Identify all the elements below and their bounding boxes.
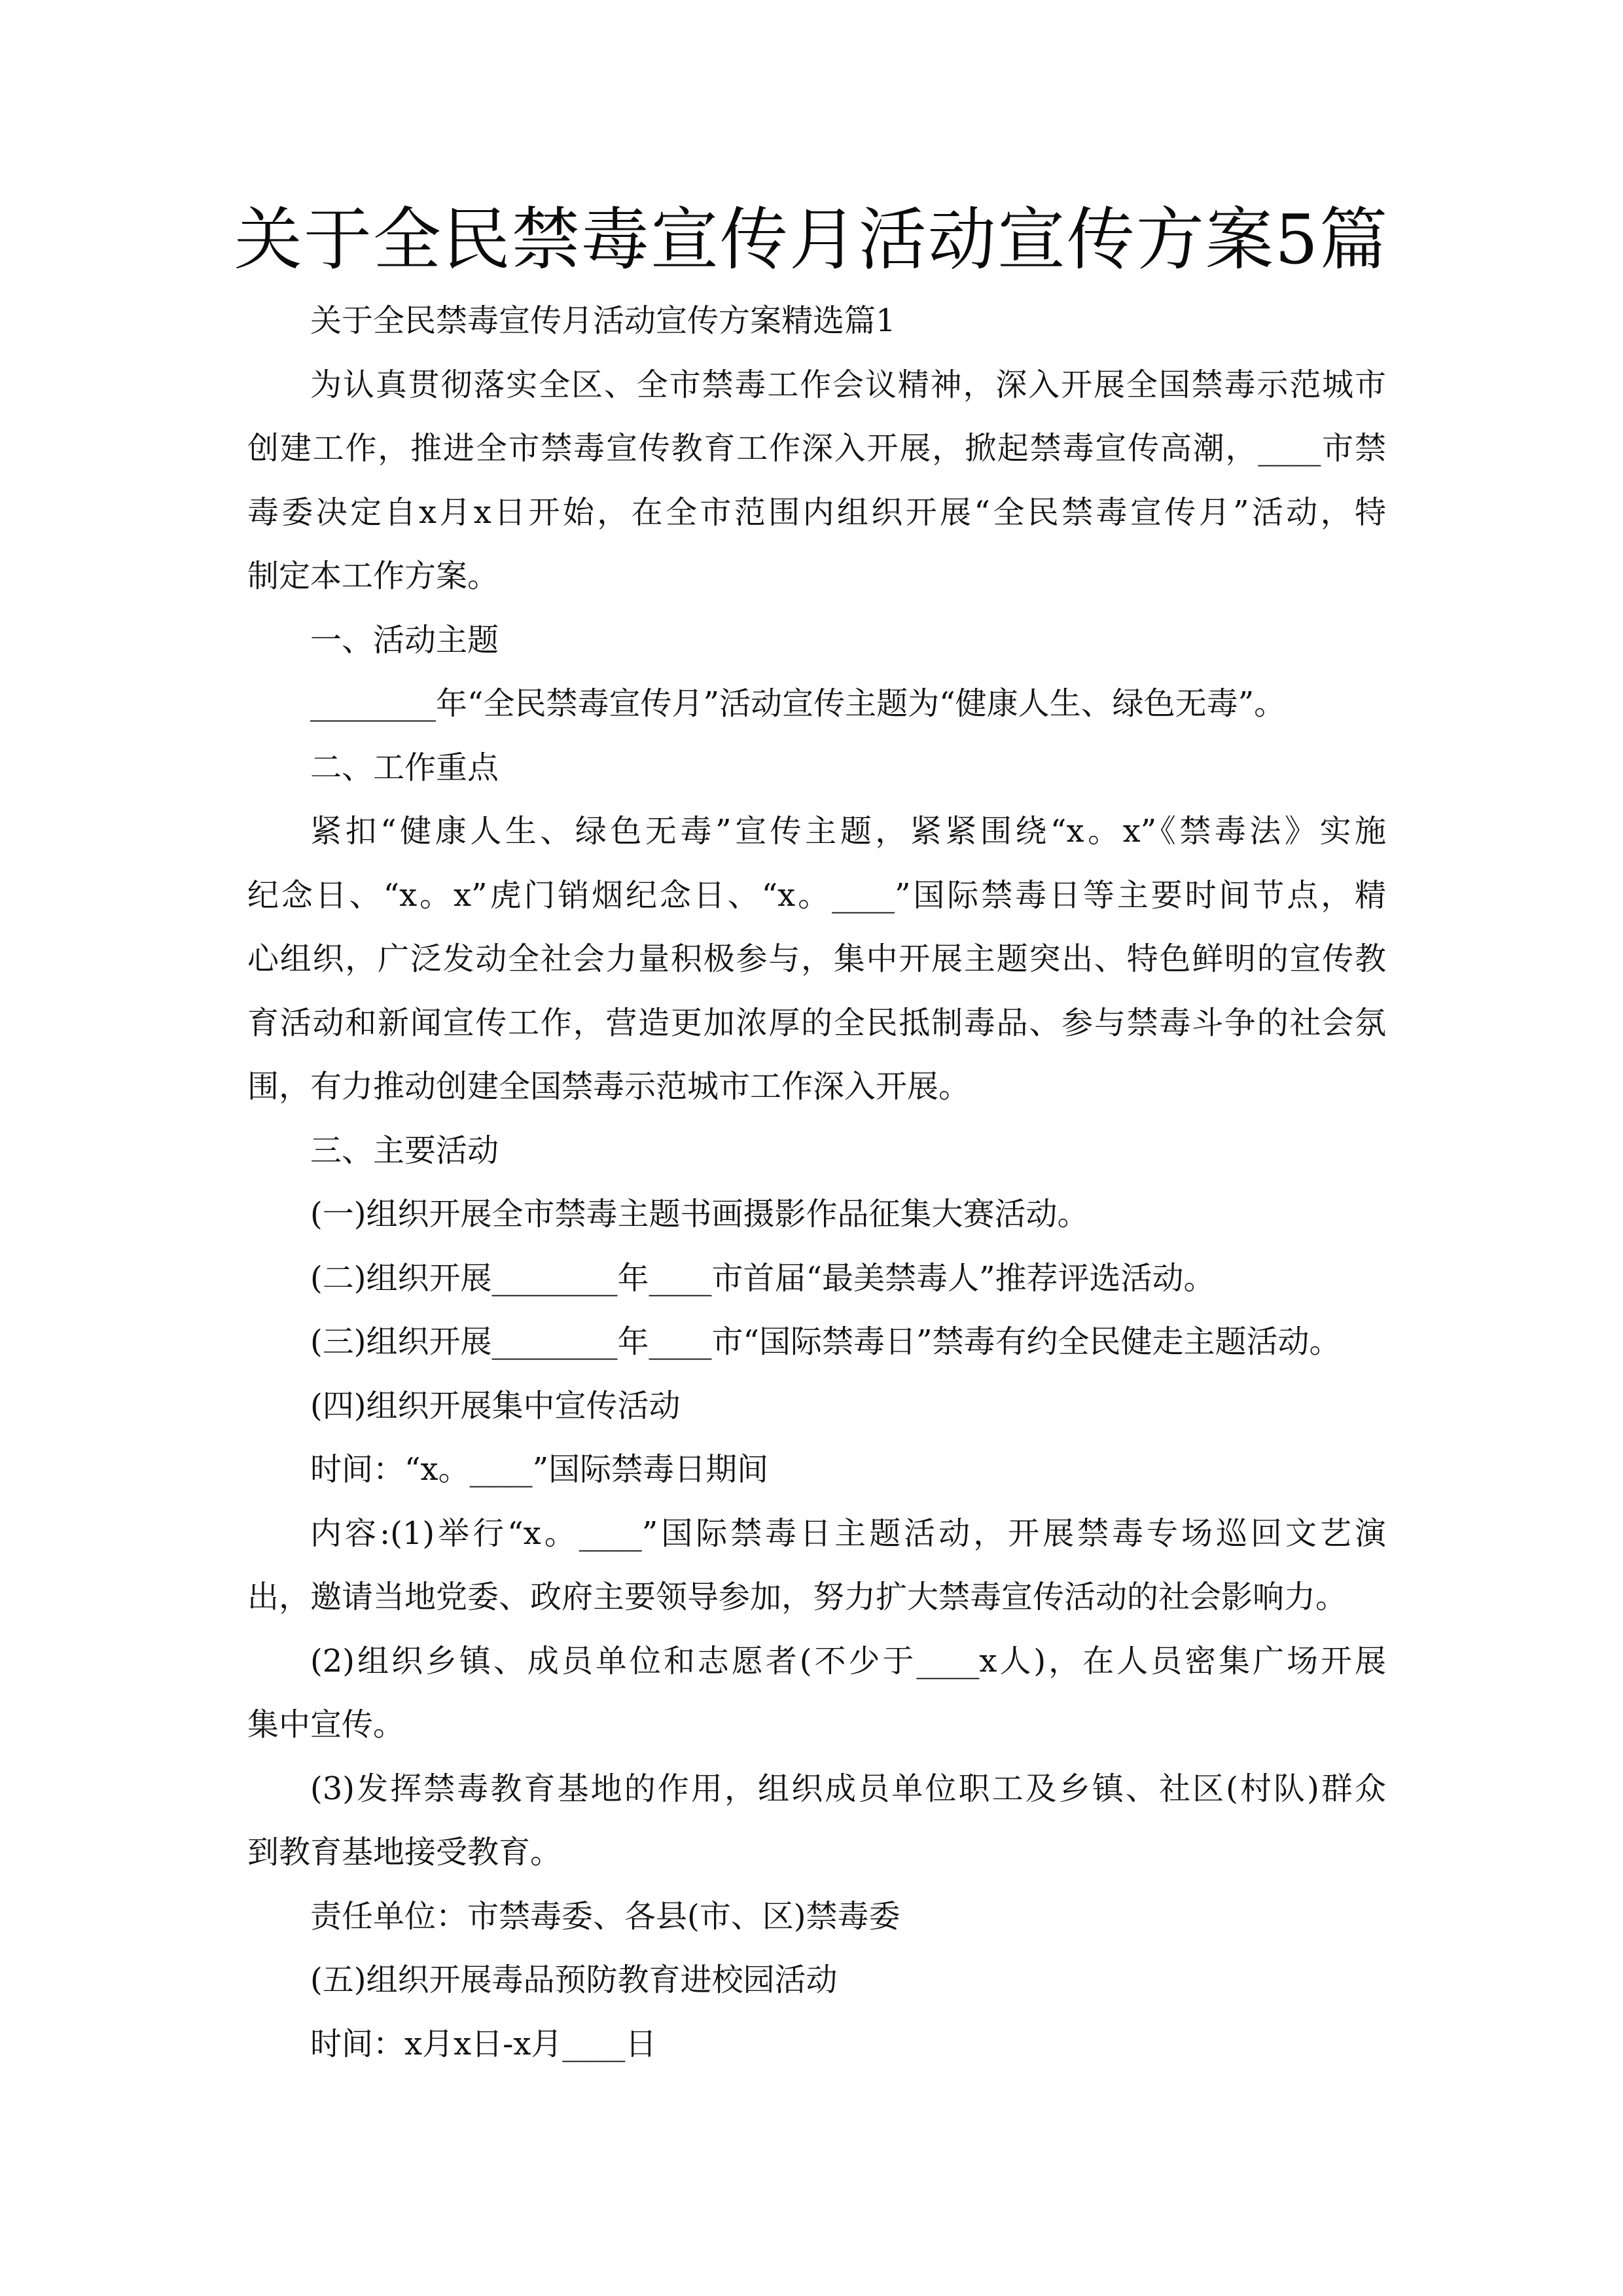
document-body bbox=[247, 289, 1386, 2076]
activity-item-5: (五)组织开展毒品预防教育进校园活动 bbox=[310, 1962, 838, 1998]
text-line: 内容:(1)举行“x。____”国际禁毒日主题活动，开展禁毒专场巡回文艺演 bbox=[310, 1515, 1386, 1552]
activity-4-time: 时间：“x。____”国际禁毒日期间 bbox=[310, 1451, 769, 1488]
responsible-units: 责任单位：市禁毒委、各县(市、区)禁毒委 bbox=[310, 1897, 901, 1935]
activity-item-1: (一)组织开展全市禁毒主题书画摄影作品征集大赛活动。 bbox=[310, 1196, 1089, 1232]
activity-5-time: 时间：x月x日-x月____日 bbox=[310, 2025, 657, 2062]
text-line: 到教育基地接受教育。 bbox=[247, 1834, 562, 1871]
text-line: 紧扣“健康人生、绿色无毒”宣传主题，紧紧围绕“x。x”《禁毒法》实施 bbox=[310, 813, 1386, 850]
text-line: 育活动和新闻宣传工作，营造更加浓厚的全民抵制毒品、参与禁毒斗争的社会氛 bbox=[247, 1004, 1386, 1041]
document-title: 关于全民禁毒宣传月活动宣传方案5篇 bbox=[234, 200, 1389, 279]
text-line: 围，有力推动创建全国禁毒示范城市工作深入开展。 bbox=[247, 1068, 971, 1105]
text-line: 创建工作，推进全市禁毒宣传教育工作深入开展，掀起禁毒宣传高潮，____市禁 bbox=[247, 430, 1386, 467]
text-line: 为认真贯彻落实全区、全市禁毒工作会议精神，深入开展全国禁毒示范城市 bbox=[310, 366, 1386, 403]
activity-theme-text: ________年“全民禁毒宣传月”活动宣传主题为“健康人生、绿色无毒”。 bbox=[310, 685, 1286, 722]
heading-main-activities: 三、主要活动 bbox=[310, 1132, 499, 1169]
activity-4-content bbox=[247, 1502, 1386, 1630]
activity-4-item-3 bbox=[247, 1757, 1386, 1885]
text-line: 心组织，广泛发动全社会力量积极参与，集中开展主题突出、特色鲜明的宣传教 bbox=[247, 941, 1386, 977]
activity-item-2: (二)组织开展________年____市首届“最美禁毒人”推荐评选活动。 bbox=[310, 1259, 1215, 1297]
section-subtitle: 关于全民禁毒宣传月活动宣传方案精选篇1 bbox=[310, 302, 896, 339]
work-focus-paragraph bbox=[247, 800, 1386, 1119]
text-line: 制定本工作方案。 bbox=[247, 558, 499, 594]
text-line: 集中宣传。 bbox=[247, 1706, 405, 1743]
activity-item-4: (四)组织开展集中宣传活动 bbox=[310, 1387, 681, 1424]
text-line: (3)发挥禁毒教育基地的作用，组织成员单位职工及乡镇、社区(村队)群众 bbox=[310, 1770, 1386, 1807]
heading-work-focus: 二、工作重点 bbox=[310, 749, 499, 786]
text-line: (2)组织乡镇、成员单位和志愿者(不少于____x人)，在人员密集广场开展 bbox=[310, 1642, 1386, 1679]
heading-activity-theme: 一、活动主题 bbox=[310, 621, 499, 658]
text-line: 纪念日、“x。x”虎门销烟纪念日、“x。____”国际禁毒日等主要时间节点，精 bbox=[247, 876, 1386, 914]
activity-item-3: (三)组织开展________年____市“国际禁毒日”禁毒有约全民健走主题活动。 bbox=[310, 1323, 1341, 1360]
text-line: 出，邀请当地党委、政府主要领导参加，努力扩大禁毒宣传活动的社会影响力。 bbox=[247, 1579, 1347, 1615]
text-line: 毒委决定自x月x日开始，在全市范围内组织开展“全民禁毒宣传月”活动，特 bbox=[247, 493, 1386, 531]
activity-4-item-2 bbox=[247, 1630, 1386, 1757]
intro-paragraph bbox=[247, 353, 1386, 609]
